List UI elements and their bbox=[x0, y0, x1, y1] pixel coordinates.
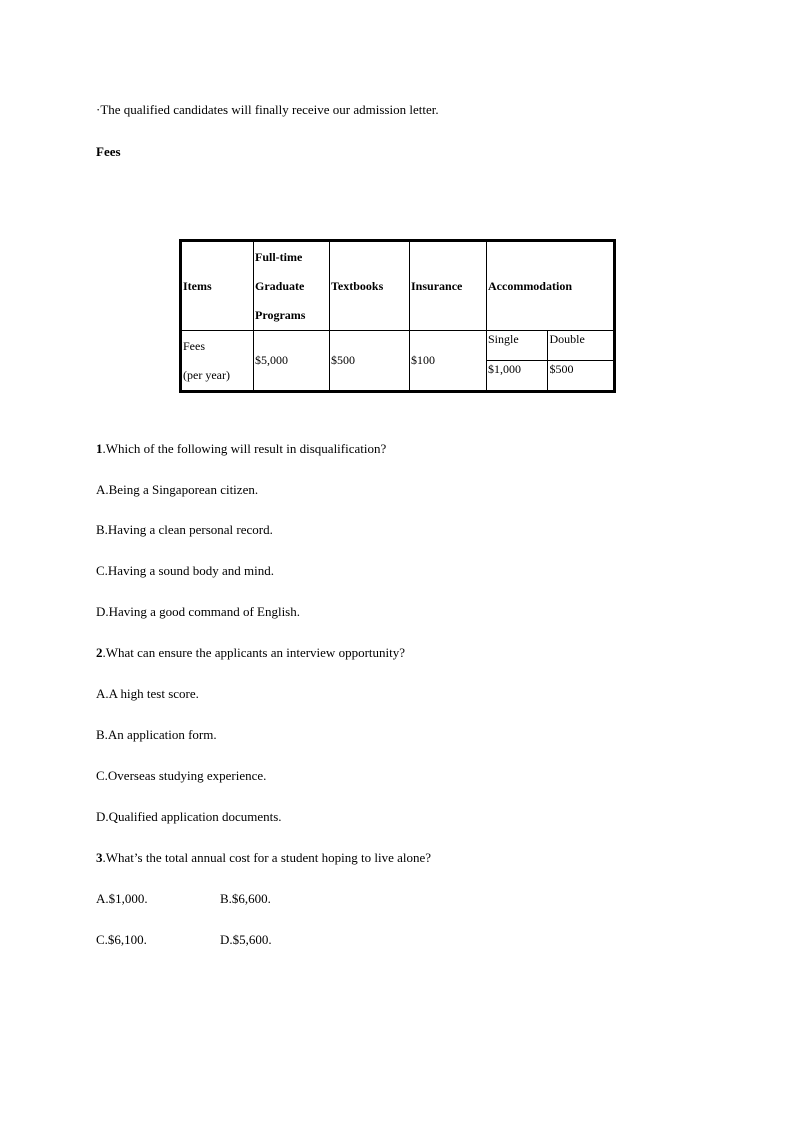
question-1 bbox=[96, 441, 386, 457]
question-3 bbox=[96, 850, 431, 866]
question-2-text: .What can ensure the applicants an interview opportunity? bbox=[102, 645, 406, 660]
question-3-option-b: B.$6,600. bbox=[220, 891, 271, 906]
header-programs-line1: Full-time bbox=[255, 249, 303, 264]
fee-table-header-row bbox=[181, 241, 615, 331]
question-2-option-b: B.An application form. bbox=[96, 727, 217, 742]
header-programs-line2: Graduate bbox=[255, 278, 305, 293]
question-1-text: .Which of the following will result in disqualification? bbox=[102, 441, 387, 456]
intro-line: ·The qualified candidates will finally receive our admission letter. bbox=[96, 102, 439, 117]
header-items: Items bbox=[181, 241, 254, 331]
row-label bbox=[181, 331, 254, 392]
row-label-line2: (per year) bbox=[183, 367, 230, 382]
cell-textbooks: $500 bbox=[330, 331, 410, 392]
header-textbooks: Textbooks bbox=[330, 241, 410, 331]
question-3-number: 3 bbox=[96, 850, 103, 865]
question-3-option-c: C.$6,100. bbox=[96, 932, 147, 947]
question-2-option-c: C.Overseas studying experience. bbox=[96, 768, 267, 783]
question-2 bbox=[96, 645, 405, 661]
question-2-option-d: D.Qualified application documents. bbox=[96, 809, 282, 824]
header-programs-line3: Programs bbox=[255, 307, 306, 322]
cell-double-value: $500 bbox=[548, 361, 615, 392]
cell-programs: $5,000 bbox=[254, 331, 330, 392]
question-3-text: .What’s the total annual cost for a student hoping to live alone? bbox=[102, 850, 432, 865]
question-1-number: 1 bbox=[96, 441, 103, 456]
fees-heading: Fees bbox=[96, 144, 121, 159]
row-label-line1: Fees bbox=[183, 338, 205, 353]
cell-double-label: Double bbox=[548, 331, 615, 361]
question-2-option-a: A.A high test score. bbox=[96, 686, 199, 701]
cell-insurance: $100 bbox=[410, 331, 487, 392]
cell-single-label: Single bbox=[487, 331, 548, 361]
question-1-option-c: C.Having a sound body and mind. bbox=[96, 563, 275, 578]
header-programs bbox=[254, 241, 330, 331]
question-3-option-a: A.$1,000. bbox=[96, 891, 148, 906]
header-insurance: Insurance bbox=[410, 241, 487, 331]
question-3-option-d: D.$5,600. bbox=[220, 932, 272, 947]
header-accommodation: Accommodation bbox=[487, 241, 615, 331]
question-1-option-d: D.Having a good command of English. bbox=[96, 604, 300, 619]
cell-single-value: $1,000 bbox=[487, 361, 548, 392]
fee-table bbox=[179, 239, 616, 393]
question-1-option-b: B.Having a clean personal record. bbox=[96, 522, 273, 537]
question-2-number: 2 bbox=[96, 645, 103, 660]
fee-table-subheader-row bbox=[181, 331, 615, 361]
question-1-option-a: A.Being a Singaporean citizen. bbox=[96, 482, 259, 497]
